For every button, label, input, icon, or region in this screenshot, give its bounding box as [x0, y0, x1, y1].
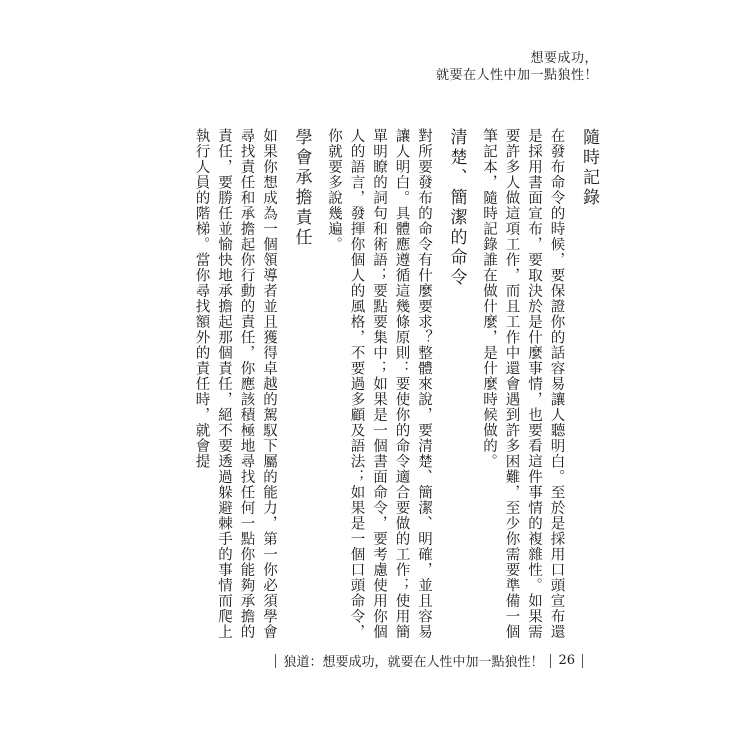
section-heading-responsibility: 學會承擔責任 — [291, 128, 312, 248]
paragraph-responsibility: 如果你想成為一個領導者並且獲得卓越的駕馭下屬的能力，第一你必須學會尋找責任和承擔起你行動的責任，你應該積極地尋找任何一點你能夠承擔的責任，要勝任並愉快地承擔起那個責任，絕不要透過躲避棘手的事情而爬上執行人員的階梯。當你尋找額外的責任時，就會提 — [193, 128, 277, 640]
section-spacer — [468, 128, 478, 640]
footer-divider — [275, 654, 276, 668]
paragraph-record: 在發布命令的時候，要保證你的話容易讓人聽明白。至於是採用口頭宣布還是採用書面宣布，要取決於是什麼事情，也要看這件事情的複雜性。如果需要許多人做這項工作，而且工作中還會遇到許多困難，至少你需要準備一個筆記本，隨時記錄誰在做什麼，是什麼時候做的。 — [481, 128, 565, 640]
footer-divider — [582, 654, 583, 668]
header-line-1: 想要成功， — [530, 51, 598, 66]
page-footer — [268, 651, 590, 670]
section-heading-record: 隨時記錄 — [579, 128, 599, 208]
section-heading-clear-commands: 清楚、簡潔的命令 — [446, 128, 467, 288]
running-header — [436, 50, 598, 84]
body-text — [190, 128, 600, 640]
header-line-2: 就要在人性中加一點狼性！ — [435, 68, 598, 83]
footer-book-title: 狼道：想要成功，就要在人性中加一點狼性！ — [283, 655, 544, 670]
page-number: 26 — [558, 653, 575, 668]
section-spacer — [313, 128, 323, 640]
footer-divider — [550, 654, 551, 668]
paragraph-clear-commands: 對所要發布的命令有什麼要求？整體來說，要清楚、簡潔、明確，並且容易讓人明白。具體應遵循這幾條原則：要使你的命令適合要做的工作；使用簡單明瞭的詞句和術語；要點要集中；如果是一個書面命令，要考慮使用你個人的語言，發揮你個人的風格，不要過多顧及語法；如果是一個口頭命令，你就要多說幾遍。 — [326, 128, 432, 640]
